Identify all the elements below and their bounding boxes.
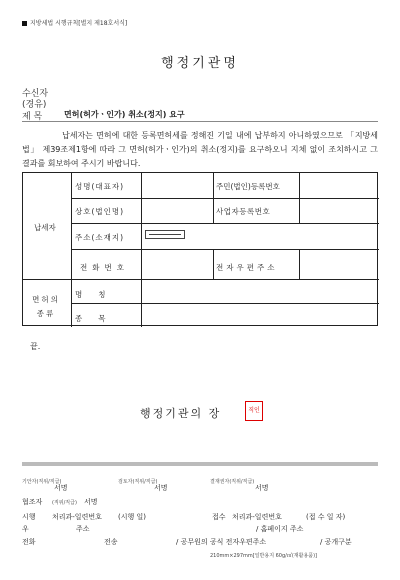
phone-label: 전화번호 (80, 263, 129, 272)
drafter-sign: 서명 (54, 484, 68, 492)
via-label: (경유) (22, 100, 47, 110)
row-divider (71, 303, 379, 304)
address-value-box (145, 230, 185, 239)
cooperator-sign: 서명 (84, 498, 98, 506)
cooperator-label: 협조자 (22, 498, 43, 506)
official-seal: 직인 (245, 401, 263, 421)
drafter-label: 기안자(직위/직급) (22, 479, 62, 485)
license-type-label: 면허의 종류 (32, 295, 60, 318)
phone-footer-label: 전화 (22, 538, 36, 546)
address-label: 주소(소재지) (75, 233, 125, 242)
biz-reg-label: 사업자등록번호 (216, 207, 271, 216)
column-divider (71, 173, 72, 327)
homepage-label: / 홈페이지 주소 (256, 525, 304, 533)
body-paragraph: 납세자는 면허에 대한 등록면허세를 정해진 기일 내에 납부하지 아니하였으므로 「지방세법」 제39조제1항에 따라 그 면허(허가ㆍ인가)의 취소(정지)를 요구하오니 지체 없이 조치하시고 그 결과를 회보하여 주시기 바랍니다. (22, 131, 378, 168)
row-divider (71, 198, 379, 199)
disclosure-label: / 공개구분 (320, 538, 352, 546)
receipt-date: (접 수 일 자) (306, 513, 346, 521)
name-label: 성명(대표자) (75, 182, 125, 191)
reg-no-label: 주민(법인)등록번호 (216, 182, 280, 191)
email-label: 전자우편주소 (216, 263, 278, 272)
subject-text: 면허(허가ㆍ인가) 취소(정지) 요구 (64, 110, 185, 119)
taxpayer-table (22, 172, 378, 326)
bullet-square-icon (22, 21, 27, 26)
official-email-label: / 공무원의 공식 전자우편주소 (176, 538, 267, 546)
column-divider (213, 173, 214, 223)
reviewer-sign: 서명 (154, 484, 168, 492)
postal-label: 우 (22, 525, 29, 533)
recipient-label: 수신자 (22, 89, 49, 99)
receipt-process-no: 처리과-일련번호 (232, 513, 282, 521)
signature-title: 행정기관의 장 (140, 407, 222, 420)
reviewer-label: 검토자(직위/직급) (118, 479, 158, 485)
section-divider (23, 279, 379, 280)
taxpayer-label: 납세자 (34, 223, 56, 232)
subject-divider (22, 121, 378, 122)
receipt-label: 접수 (212, 513, 226, 521)
execution-label: 시행 (22, 513, 36, 521)
column-divider (299, 173, 300, 223)
subject-label: 제 목 (22, 112, 43, 122)
footer-divider-bar (22, 462, 378, 466)
document-title: 행정기관명 (161, 56, 239, 71)
approver-sign: 서명 (255, 484, 269, 492)
column-divider (141, 173, 142, 327)
execution-process-no: 처리과-일련번호 (52, 513, 102, 521)
license-category-label: 종목 (75, 314, 122, 323)
column-divider (299, 249, 300, 279)
column-divider (213, 249, 214, 279)
address-footer-label: 주소 (76, 525, 90, 533)
row-divider (71, 223, 379, 224)
trade-name-label: 상호(법인명) (75, 207, 125, 216)
row-divider (71, 249, 379, 250)
cooperator-rank: (직위/직급) (52, 500, 77, 506)
execution-date: (시행 일) (118, 513, 146, 521)
paper-spec: 210mm×297mm[일반용지 60g/㎡(재활용품)] (210, 553, 318, 559)
fax-label: 전송 (104, 538, 118, 546)
form-code: 지방세법 시행규칙[별지 제18호서식] (22, 18, 127, 27)
approver-label: 결재권자(직위/직급) (210, 479, 255, 485)
license-name-label: 명칭 (75, 290, 122, 299)
end-mark: 끝. (30, 342, 41, 351)
